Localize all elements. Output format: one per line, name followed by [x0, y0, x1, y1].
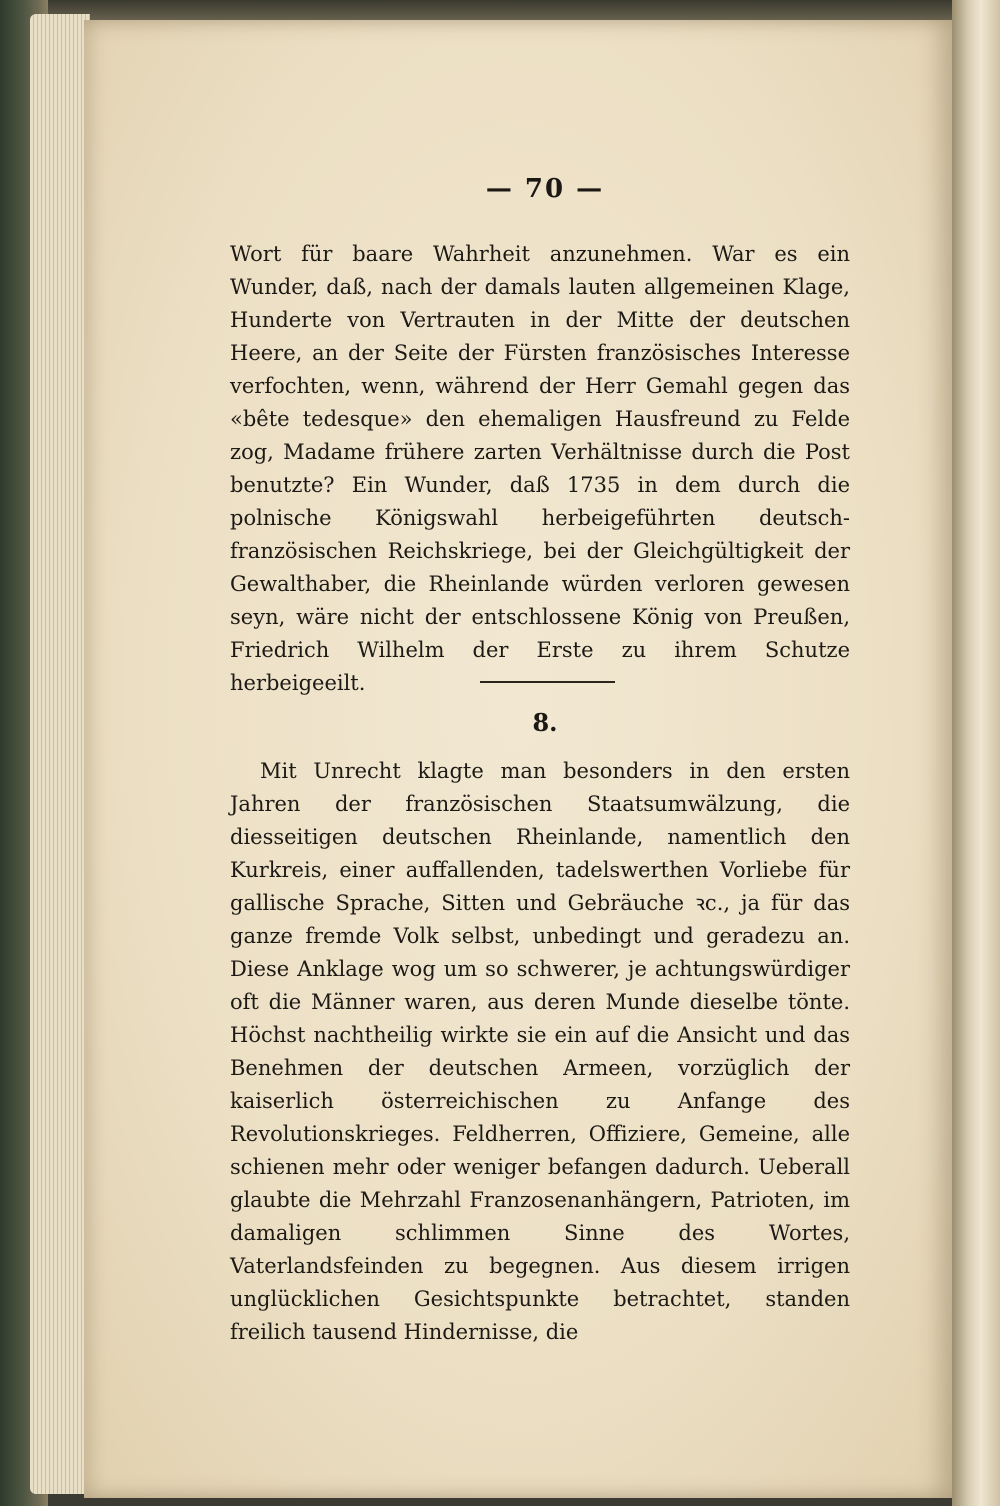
page-edges [30, 14, 90, 1494]
page-number: — 70 — [485, 174, 605, 204]
paragraph-1-text: Wort für baare Wahrheit anzunehmen. War es ein Wunder, daß, nach der damals lauten allgemeinen Klage, Hunderte von Vertrauten in der Mitte der deutschen Heere, an der Seite der Fürsten französisches Interesse verfochten, wenn, während der Herr Gemahl gegen das «bête tedesque» den ehemaligen Hausfreund zu Felde zog, Madame frühere zarten Verhältnisse durch die Post benutzte? Ein Wunder, daß 1735 in dem durch die polnische Königswahl herbeigeführten deutsch-französischen Reichskriege, bei der Gleichgültigkeit der Gewalthaber, die Rheinlande würden verloren gewesen seyn, wäre nicht der entschlossene König von Preußen, Friedrich Wilhelm der Erste zu ihrem Schutze herbeigeeilt. [230, 242, 850, 695]
facing-page-edge [952, 0, 1000, 1506]
section-heading: 8. [532, 708, 558, 737]
paragraph-1 [230, 238, 850, 700]
paragraph-2 [230, 755, 850, 1349]
section-divider [480, 681, 615, 683]
book-cover-top [0, 0, 1000, 22]
paragraph-2-text: Mit Unrecht klagte man besonders in den ersten Jahren der französischen Staatsumwälzung, die diesseitigen deutschen Rheinlande, namentlich den Kurkreis, einer auffallenden, tadelswerthen Vorliebe für gallische Sprache, Sitten und Gebräuche ꝛc., ja für das ganze fremde Volk selbst, unbedingt und geradezu an. Diese Anklage wog um so schwerer, je achtungswürdiger oft die Männer waren, aus deren Munde dieselbe tönte. Höchst nachtheilig wirkte sie ein auf die Ansicht und das Benehmen der deutschen Armeen, vorzüglich der kaiserlich österreichischen zu Anfange des Revolutionskrieges. Feldherren, Offiziere, Gemeine, alle schienen mehr oder weniger befangen dadurch. Ueberall glaubte die Mehrzahl Franzosenanhängern, Patrioten, im damaligen schlimmen Sinne des Wortes, Vaterlandsfeinden zu begegnen. Aus diesem irrigen unglücklichen Gesichtspunkte betrachtet, standen freilich tausend Hindernisse, die [230, 759, 850, 1344]
